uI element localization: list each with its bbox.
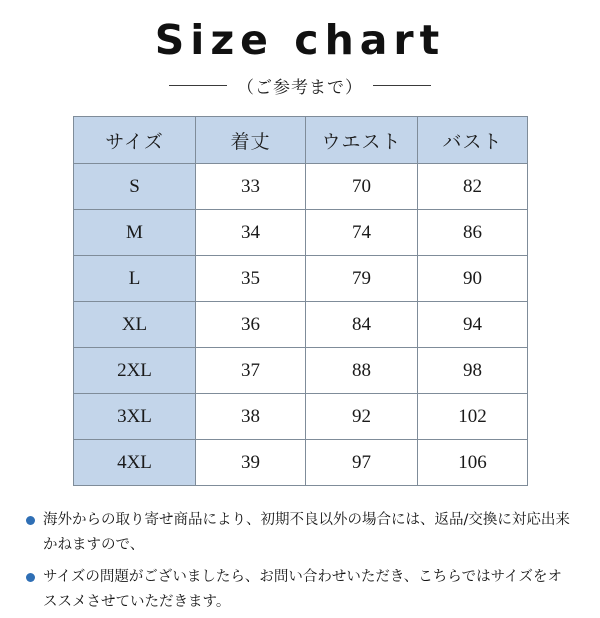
- page-subtitle: （ご参考まで）: [237, 78, 363, 99]
- table-row: [74, 394, 528, 440]
- table-row: [74, 440, 528, 486]
- column-header-waist: ウエスト: [306, 117, 418, 164]
- cell-bust: 82: [418, 164, 528, 210]
- table-row: [74, 348, 528, 394]
- table-header-row: [74, 117, 528, 164]
- cell-size: M: [74, 210, 196, 256]
- cell-bust: 98: [418, 348, 528, 394]
- cell-length: 34: [196, 210, 306, 256]
- table-row: [74, 210, 528, 256]
- cell-length: 35: [196, 256, 306, 302]
- note-text: サイズの問題がございましたら、お問い合わせいただき、こちらではサイズをオススメさせていただきます。: [43, 568, 562, 611]
- cell-waist: 74: [306, 210, 418, 256]
- cell-bust: 86: [418, 210, 528, 256]
- cell-bust: 106: [418, 440, 528, 486]
- subtitle-row: [0, 73, 600, 98]
- table-row: [74, 164, 528, 210]
- cell-waist: 70: [306, 164, 418, 210]
- bullet-icon: [26, 516, 35, 525]
- cell-size: S: [74, 164, 196, 210]
- cell-waist: 92: [306, 394, 418, 440]
- column-header-length: 着丈: [196, 117, 306, 164]
- subtitle-rule-right: [373, 85, 431, 86]
- cell-length: 37: [196, 348, 306, 394]
- cell-waist: 88: [306, 348, 418, 394]
- subtitle-rule-left: [169, 85, 227, 86]
- cell-bust: 90: [418, 256, 528, 302]
- note-item: [26, 508, 574, 559]
- cell-bust: 102: [418, 394, 528, 440]
- notes-section: [26, 508, 574, 616]
- cell-waist: 97: [306, 440, 418, 486]
- note-item: [26, 565, 574, 616]
- size-chart-page: [0, 18, 600, 618]
- cell-waist: 84: [306, 302, 418, 348]
- page-title: Size chart: [154, 16, 446, 64]
- size-table-head: [74, 117, 528, 164]
- cell-length: 33: [196, 164, 306, 210]
- cell-size: 3XL: [74, 394, 196, 440]
- cell-size: 2XL: [74, 348, 196, 394]
- size-table-body: [74, 164, 528, 486]
- cell-length: 38: [196, 394, 306, 440]
- cell-bust: 94: [418, 302, 528, 348]
- cell-length: 36: [196, 302, 306, 348]
- cell-size: 4XL: [74, 440, 196, 486]
- cell-size: XL: [74, 302, 196, 348]
- size-table-container: [73, 116, 527, 486]
- cell-waist: 79: [306, 256, 418, 302]
- column-header-bust: バスト: [418, 117, 528, 164]
- cell-length: 39: [196, 440, 306, 486]
- size-table: [73, 116, 528, 486]
- column-header-size: サイズ: [74, 117, 196, 164]
- note-text: 海外からの取り寄せ商品により、初期不良以外の場合には、返品/交換に対応出来かねますので、: [43, 512, 570, 554]
- cell-size: L: [74, 256, 196, 302]
- bullet-icon: [26, 573, 35, 582]
- table-row: [74, 256, 528, 302]
- table-row: [74, 302, 528, 348]
